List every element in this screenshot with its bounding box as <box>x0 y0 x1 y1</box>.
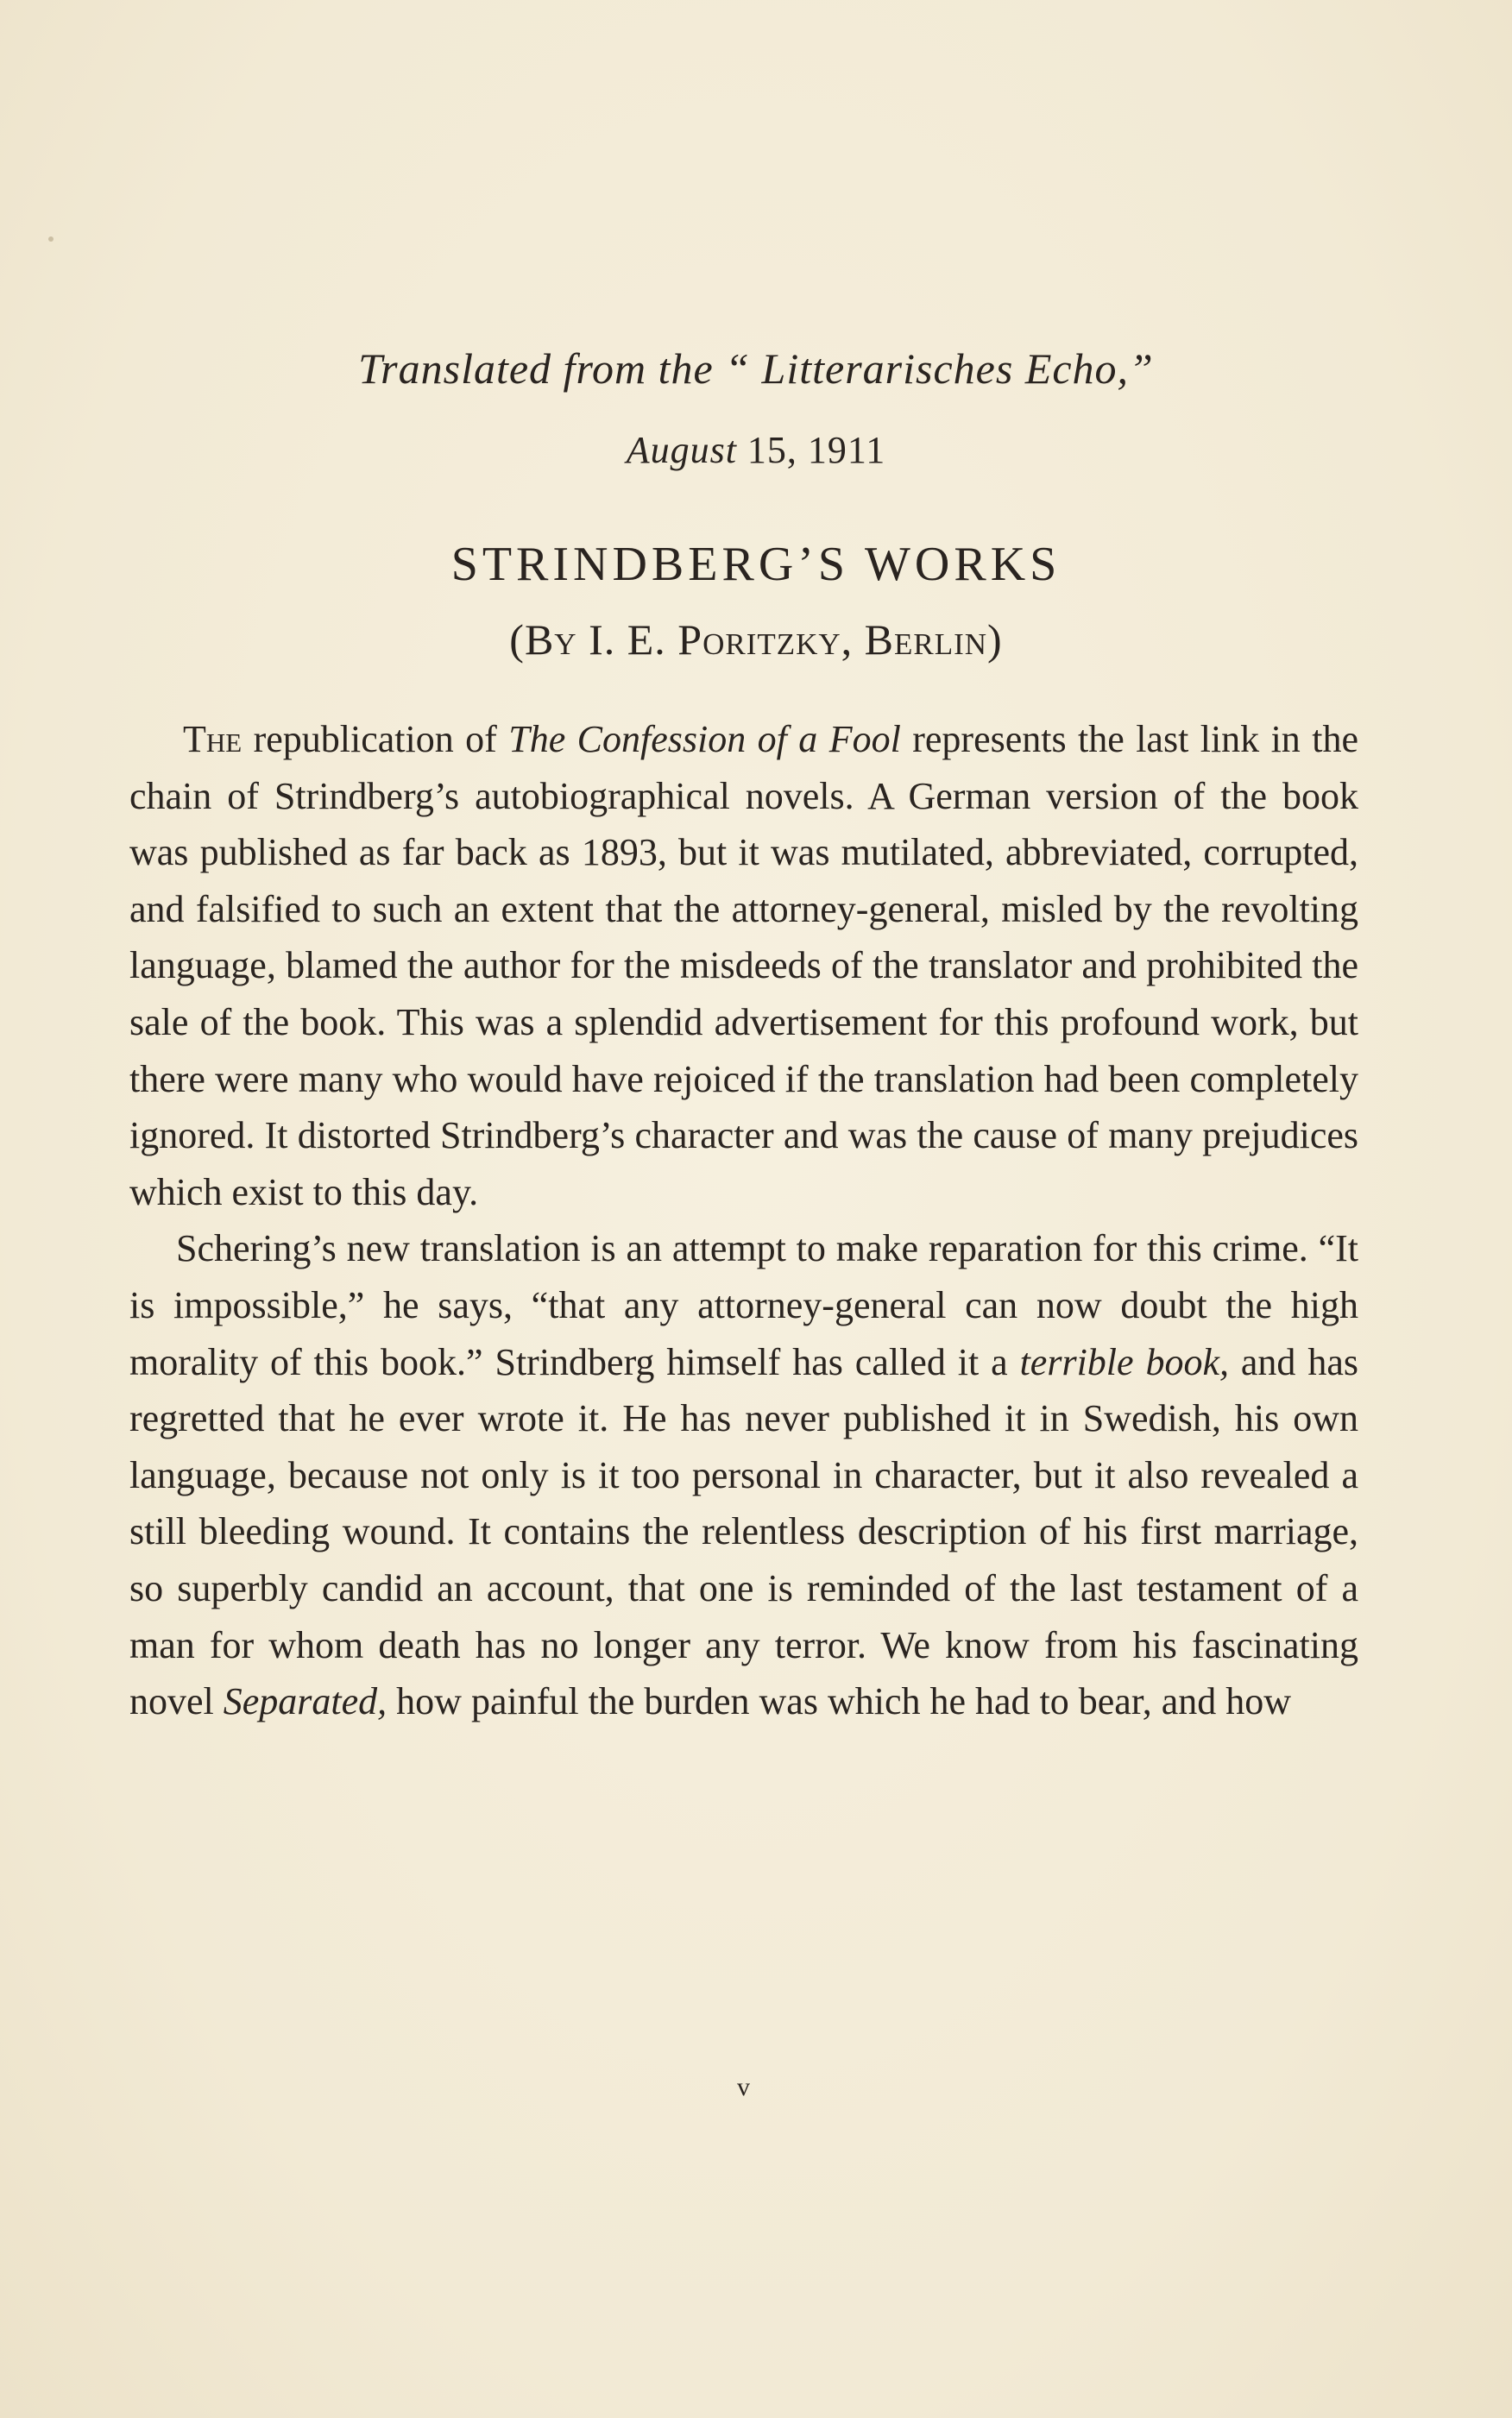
article-byline: (By I. E. Poritzky, Berlin) <box>509 615 1003 664</box>
article-title: STRINDBERG’S WORKS <box>450 538 1062 591</box>
book-title-separated: Separated, <box>223 1680 387 1723</box>
paragraph-lead-word: The <box>183 718 243 760</box>
paragraph-1 <box>129 711 1358 1220</box>
book-title-confession: The Confession of a Fool <box>508 718 901 760</box>
paragraph-2-text-b: and has regretted that he ever wrote it. He has never published it in Swedish, his own language, because not only is it too personal in character, but it also revealed a still bleeding wound. It contains the relentless description of his first marriage, so superbly candid an account, that one is reminded of the last testament of a man for whom death has no longer any terror. We know from his fascinating novel <box>129 1340 1358 1723</box>
paragraph-2-text-a: Schering’s new translation is an attempt to make reparation for this crime. “It is impossible,” he says, “that any attorney-general can now doubt the high morality of this book.” Strindberg himself has called it a <box>129 1227 1358 1383</box>
paper-speck <box>48 236 54 242</box>
date-rest: 15, 1911 <box>736 429 886 471</box>
source-line: Translated from the “ Litterarisches Echo,” <box>358 344 1154 393</box>
page-number: v <box>737 2073 751 2101</box>
paragraph-2 <box>129 1220 1358 1729</box>
publication-date <box>129 428 1383 472</box>
paragraph-1-text-b: represents the last link in the chain of Strindberg’s autobiographical novels. A German version of the book was published as far back as 1893, but it was mutilated, abbreviated, corrupted, and falsified to such an extent that the attorney-general, misled by the revolting language, blamed the author for the misdeeds of the translator and prohibited the sale of the book. This was a splendid advertisement for this profound work, but there were many who would have rejoiced if the translation had been completely ignored. It distorted Strindberg’s character and was the cause of many prejudices which exist to this day. <box>129 718 1358 1213</box>
date-month-day: August <box>626 429 737 471</box>
paragraph-1-text-a: republication of <box>242 718 509 760</box>
emphasis-terrible-book: terrible book, <box>1019 1340 1229 1383</box>
article-body <box>129 711 1358 1730</box>
paragraph-2-text-c: how painful the burden was which he had to bear, and how <box>387 1680 1292 1723</box>
